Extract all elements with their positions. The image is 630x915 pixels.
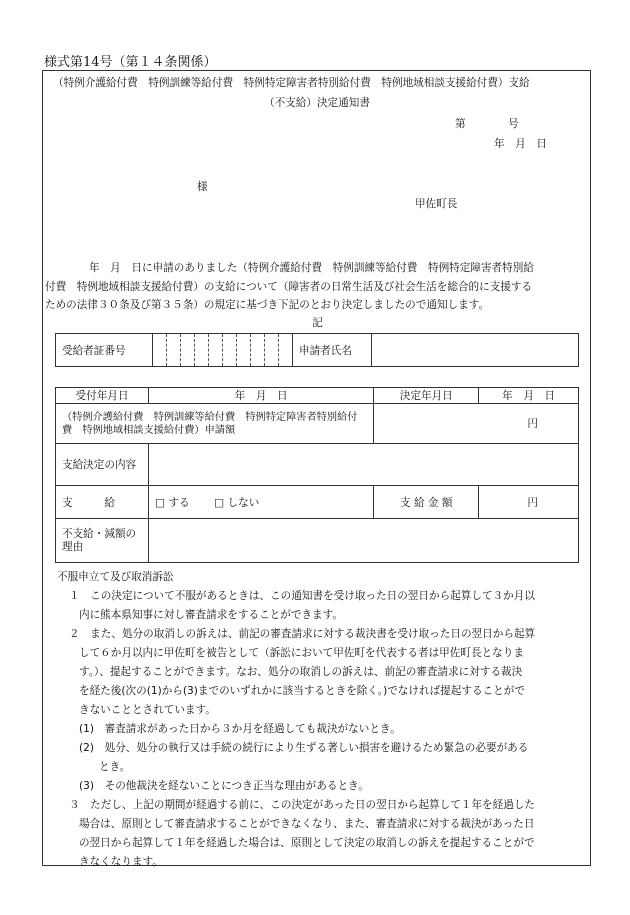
note-line: (3) その他裁決を経ないことにつき正当な理由があるとき。 bbox=[79, 780, 369, 792]
decision-date-label: 決定年月日 bbox=[374, 388, 479, 404]
received-date-value[interactable]: 年 月 日 bbox=[149, 388, 374, 404]
note-line: して６か月以内に甲佐町を被告として（訴訟において甲佐町を代表する者は甲佐町長となりま bbox=[79, 647, 524, 659]
note-line: １ この決定について不服があるときは、この通知書を受け取った日の翌日から起算して３か月以 bbox=[69, 590, 535, 602]
option-yes-checkbox[interactable]: □ する bbox=[155, 496, 190, 509]
doc-date: 年 月 日 bbox=[494, 138, 547, 150]
note-line: とき。 bbox=[99, 761, 131, 773]
recipient-table bbox=[55, 333, 579, 367]
note-line: ３ ただし、上記の期間が経過する前に、この決定があった日の翌日から起算して１年を経過した bbox=[69, 799, 536, 811]
body-line: 年 月 日に申請のありました（特例介護給付費 特例訓練等給付費 特例特定障害者特別給 bbox=[89, 262, 534, 274]
note-line: 場合は、原則として審査請求することができなくなり、また、審査請求に対する裁決があった日 bbox=[79, 818, 535, 830]
title-line-2: （不支給）決定通知書 bbox=[264, 97, 370, 109]
recipient-no-digit[interactable] bbox=[209, 334, 223, 367]
recipient-no-label: 受給者証番号 bbox=[56, 334, 153, 367]
decision-content-label: 支給決定の内容 bbox=[56, 444, 149, 486]
decision-table bbox=[55, 387, 579, 563]
reason-field[interactable] bbox=[149, 519, 579, 563]
recipient-no-digit[interactable] bbox=[279, 334, 293, 367]
doc-number: 第 号 bbox=[455, 118, 519, 130]
decision-date-value[interactable]: 年 月 日 bbox=[479, 388, 579, 404]
pay-amount-label: 支 給 金 額 bbox=[374, 486, 479, 519]
received-date-label: 受付年月日 bbox=[56, 388, 149, 404]
recipient-no-digit[interactable] bbox=[167, 334, 181, 367]
recipient-no-digit[interactable] bbox=[265, 334, 279, 367]
notes-heading: 不服申立て及び取消訴訟 bbox=[57, 571, 174, 583]
amount-label: （特例介護給付費 特例訓練等給付費 特例特定障害者特別給付費 特例地域相談支援給付費）申請額 bbox=[56, 404, 374, 444]
addressee-suffix: 様 bbox=[197, 181, 208, 193]
issuer-name: 甲佐町長 bbox=[415, 198, 458, 210]
applicant-name-field[interactable] bbox=[372, 334, 579, 367]
amount-yen[interactable]: 円 bbox=[374, 404, 579, 444]
body-line: 付費 特例地域相談支援給付費）の支給について（障害者の日常生活及び社会生活を総合的に支援する bbox=[45, 280, 533, 293]
note-line: ２ また、処分の取消しの訴えは、前記の審査請求に対する裁決書を受け取った日の翌日から起算 bbox=[69, 628, 536, 640]
recipient-no-digit[interactable] bbox=[237, 334, 251, 367]
note-line: きないこととされています。 bbox=[79, 704, 216, 716]
note-line: (1) 審査請求があった日から３か月を経過しても裁決がないとき。 bbox=[79, 723, 401, 735]
pay-amount-yen[interactable]: 円 bbox=[479, 486, 579, 519]
appeal-notes bbox=[57, 568, 589, 872]
notice-frame bbox=[42, 70, 591, 866]
note-line: きなくなります。 bbox=[79, 856, 163, 868]
recipient-no-digit[interactable] bbox=[223, 334, 237, 367]
note-line: (2) 処分、処分の執行又は手続の続行により生ずる著しい損害を避けるため緊急の必要がある bbox=[79, 742, 529, 754]
recipient-no-digit[interactable] bbox=[153, 334, 167, 367]
note-line: の翌日から起算して１年を経過した場合は、原則として決定の取消しの訴えを提起することがで bbox=[79, 837, 535, 849]
ki-label: 記 bbox=[312, 317, 323, 329]
note-line: す。）、提起することができます。なお、処分の取消しの訴えは、前記の審査請求に対する裁決 bbox=[79, 666, 523, 678]
recipient-no-digit[interactable] bbox=[251, 334, 265, 367]
note-line: を経た後(次の(1)から(3)までのいずれかに該当するときを除く。)でなければ提起することがで bbox=[79, 685, 525, 697]
payment-label: 支 給 bbox=[56, 486, 149, 519]
payment-options bbox=[149, 486, 374, 519]
applicant-name-label: 申請者氏名 bbox=[293, 334, 372, 367]
body-line: ための法律３０条及び第３５条）の規定に基づき下記のとおり決定しましたので通知します。 bbox=[45, 299, 490, 311]
decision-content-field[interactable] bbox=[149, 444, 579, 486]
form-number: 様式第14号（第１４条関係） bbox=[44, 55, 217, 70]
recipient-no-digit[interactable] bbox=[181, 334, 195, 367]
option-no-checkbox[interactable]: □ しない bbox=[214, 496, 260, 509]
reason-label: 不支給・減額の理由 bbox=[56, 519, 149, 563]
title-line-1: （特例介護給付費 特例訓練等給付費 特例特定障害者特別給付費 特例地域相談支援給付費）支給 bbox=[53, 77, 530, 89]
note-line: 内に熊本県知事に対し審査請求をすることができます。 bbox=[79, 609, 343, 621]
recipient-no-digit[interactable] bbox=[195, 334, 209, 367]
notice-body bbox=[45, 259, 591, 315]
